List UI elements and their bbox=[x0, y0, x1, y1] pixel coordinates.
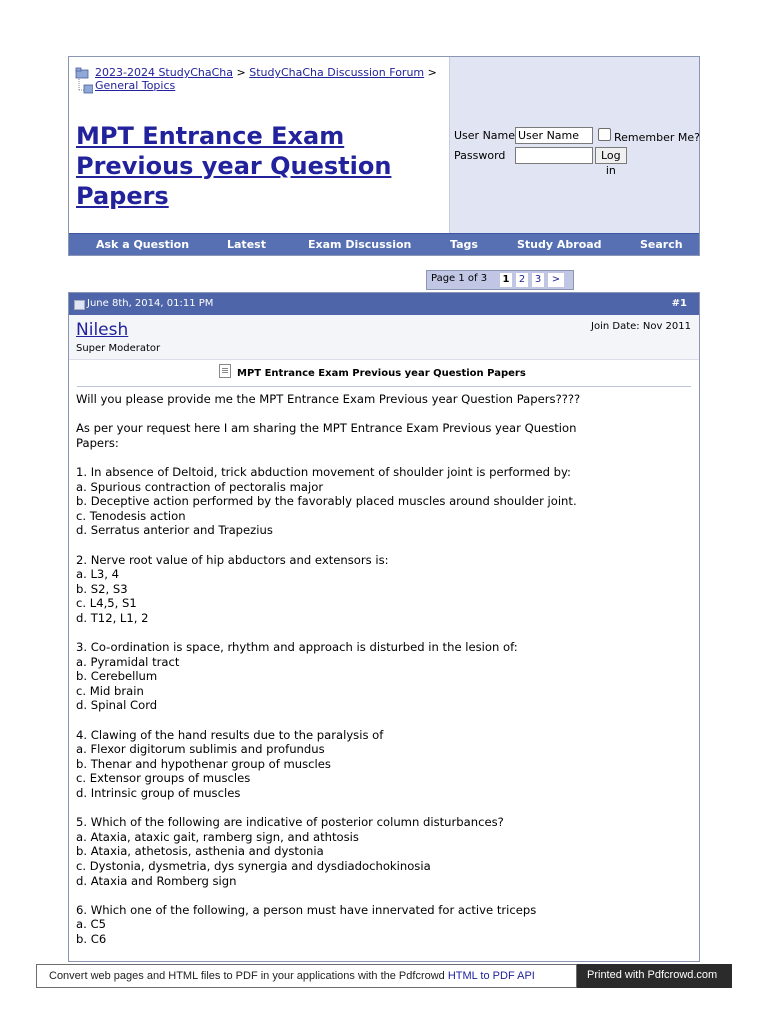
post bbox=[68, 292, 700, 962]
username-label: User Name bbox=[454, 129, 516, 142]
question-block bbox=[76, 728, 693, 801]
answer-option: b. C6 bbox=[76, 931, 107, 946]
breadcrumb-separator: > bbox=[236, 66, 246, 79]
post-reply-line: As per your request here I am sharing the MPT Entrance Exam Previous year Question bbox=[76, 421, 577, 436]
nav-ask-question[interactable]: Ask a Question bbox=[96, 238, 190, 251]
next-page-link[interactable]: > bbox=[547, 272, 565, 288]
answer-option: a. Pyramidal tract bbox=[76, 654, 180, 669]
post-icon bbox=[74, 300, 85, 310]
login-button[interactable]: Log in bbox=[595, 147, 627, 164]
username-input[interactable] bbox=[515, 127, 593, 144]
forum-header bbox=[68, 56, 700, 256]
author-title: Super Moderator bbox=[76, 343, 161, 354]
post-title-text: MPT Entrance Exam Previous year Question Papers bbox=[237, 368, 526, 379]
question-block bbox=[76, 465, 693, 538]
post-date: June 8th, 2014, 01:11 PM bbox=[87, 298, 214, 309]
question-block bbox=[76, 640, 693, 713]
footer-text: Convert web pages and HTML files to PDF in your applications with the Pdfcrowd bbox=[49, 970, 445, 982]
page-title bbox=[76, 121, 436, 211]
question-text: 6. Which one of the following, a person must have innervated for active triceps bbox=[76, 902, 537, 917]
answer-option: b. S2, S3 bbox=[76, 581, 128, 596]
answer-option: d. Serratus anterior and Trapezius bbox=[76, 523, 273, 538]
page-3-link[interactable]: 3 bbox=[531, 272, 545, 288]
breadcrumb-link-general-topics[interactable]: General Topics bbox=[95, 79, 176, 92]
post-header bbox=[69, 293, 699, 315]
answer-option: b. Thenar and hypothenar group of muscles bbox=[76, 756, 331, 771]
question-text: 4. Clawing of the hand results due to the paralysis of bbox=[76, 727, 384, 742]
question-text: 3. Co-ordination is space, rhythm and approach is disturbed in the lesion of: bbox=[76, 640, 518, 655]
post-body bbox=[76, 392, 693, 961]
post-userinfo bbox=[69, 315, 699, 360]
page-1-current: 1 bbox=[499, 272, 513, 288]
folder-tree-icon bbox=[75, 66, 93, 96]
nav-tags[interactable]: Tags bbox=[450, 238, 478, 251]
footer-badge-text: Printed with Pdfcrowd.com bbox=[587, 969, 718, 981]
header-left-panel bbox=[69, 57, 449, 234]
answer-option: d. Intrinsic group of muscles bbox=[76, 786, 241, 801]
answer-option: b. Cerebellum bbox=[76, 669, 158, 684]
breadcrumb-link-forum[interactable]: StudyChaCha Discussion Forum bbox=[249, 66, 425, 79]
question-list bbox=[76, 465, 693, 947]
question-block bbox=[76, 903, 693, 947]
answer-option: c. Mid brain bbox=[76, 683, 144, 698]
answer-option: c. L4,5, S1 bbox=[76, 596, 137, 611]
post-author[interactable]: Nilesh bbox=[76, 320, 129, 340]
question-block bbox=[76, 815, 693, 888]
answer-option: d. T12, L1, 2 bbox=[76, 610, 149, 625]
divider bbox=[77, 386, 691, 387]
answer-option: a. Ataxia, ataxic gait, ramberg sign, and athtosis bbox=[76, 829, 359, 844]
remember-me-checkbox[interactable] bbox=[598, 128, 611, 141]
answer-option: c. Tenodesis action bbox=[76, 508, 186, 523]
post-reply-line: Papers: bbox=[76, 435, 119, 450]
navbar bbox=[69, 233, 699, 255]
remember-me-label: Remember Me? bbox=[614, 131, 700, 144]
answer-option: c. Dystonia, dysmetria, dys synergia and dysdiadochokinosia bbox=[76, 859, 431, 873]
nav-search[interactable]: Search bbox=[640, 238, 683, 251]
login-panel bbox=[449, 57, 699, 234]
answer-option: b. Ataxia, athetosis, asthenia and dystonia bbox=[76, 844, 324, 859]
pagination-label[interactable]: Page 1 of 3 bbox=[431, 273, 488, 284]
thread-title-link[interactable]: MPT Entrance Exam Previous year Question Papers bbox=[76, 122, 392, 210]
answer-option: a. Flexor digitorum sublimis and profundus bbox=[76, 742, 325, 757]
answer-option: a. L3, 4 bbox=[76, 567, 120, 582]
answer-option: d. Ataxia and Romberg sign bbox=[76, 873, 237, 888]
question-text: 1. In absence of Deltoid, trick abduction movement of shoulder joint is performed by: bbox=[76, 464, 571, 479]
breadcrumb bbox=[75, 66, 437, 92]
join-date: Join Date: Nov 2011 bbox=[591, 321, 691, 332]
nav-study-abroad[interactable]: Study Abroad bbox=[517, 238, 602, 251]
post-title bbox=[219, 364, 526, 379]
question-text: 2. Nerve root value of hip abductors and extensors is: bbox=[76, 552, 389, 567]
post-number[interactable]: #1 bbox=[671, 298, 687, 309]
answer-option: c. Extensor groups of muscles bbox=[76, 771, 251, 786]
pdfcrowd-footer bbox=[36, 964, 577, 988]
breadcrumb-separator: > bbox=[427, 66, 437, 79]
footer-link[interactable]: HTML to PDF API bbox=[447, 970, 535, 982]
answer-option: a. C5 bbox=[76, 917, 106, 932]
nav-latest[interactable]: Latest bbox=[227, 238, 266, 251]
answer-option: d. Spinal Cord bbox=[76, 698, 158, 713]
pagination bbox=[426, 270, 574, 290]
post-intro: Will you please provide me the MPT Entrance Exam Previous year Question Papers???? bbox=[76, 392, 581, 406]
page-2-link[interactable]: 2 bbox=[515, 272, 529, 288]
answer-option: a. Spurious contraction of pectoralis major bbox=[76, 479, 324, 494]
post-reply bbox=[76, 421, 693, 450]
pdfcrowd-badge[interactable] bbox=[577, 964, 732, 988]
question-text: 5. Which of the following are indicative of posterior column disturbances? bbox=[76, 815, 504, 830]
nav-exam-discussion[interactable]: Exam Discussion bbox=[308, 238, 412, 251]
document-icon bbox=[219, 364, 231, 378]
password-label: Password bbox=[454, 149, 506, 162]
answer-option: b. Deceptive action performed by the favorably placed muscles around shoulder joint. bbox=[76, 494, 577, 509]
breadcrumb-link-home[interactable]: 2023-2024 StudyChaCha bbox=[95, 66, 233, 79]
question-block bbox=[76, 553, 693, 626]
password-input[interactable] bbox=[515, 147, 593, 164]
